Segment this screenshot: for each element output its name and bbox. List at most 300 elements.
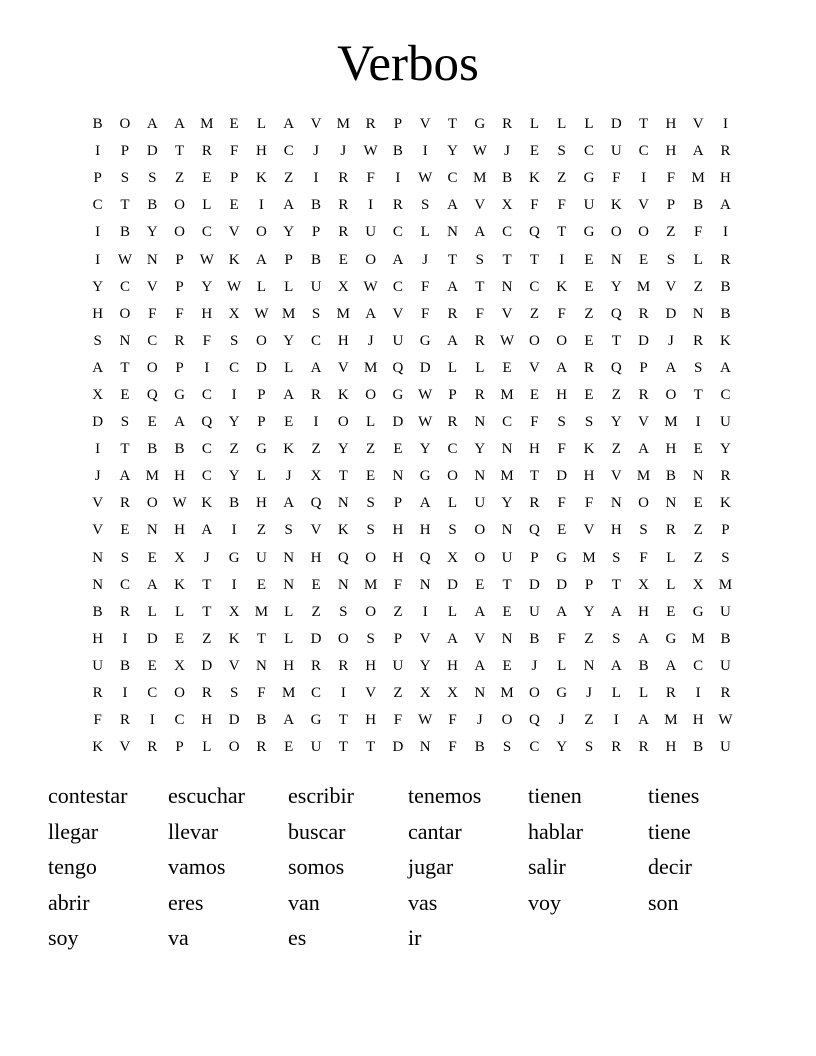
- grid-letter: P: [120, 143, 130, 160]
- word-item: abrir: [48, 889, 90, 915]
- grid-letter: P: [666, 197, 676, 214]
- grid-letter: V: [310, 522, 322, 539]
- grid-letter: V: [92, 522, 104, 539]
- grid-letter: V: [310, 116, 322, 133]
- grid-letter: G: [419, 332, 431, 349]
- grid-letter: P: [175, 739, 184, 756]
- grid-letter: P: [175, 359, 184, 376]
- grid-letter: G: [474, 116, 486, 133]
- grid-letter: K: [610, 197, 622, 214]
- grid-letter: K: [228, 251, 240, 268]
- grid-letter: B: [229, 495, 240, 512]
- grid-letter: L: [693, 251, 703, 268]
- grid-letter: O: [365, 603, 377, 620]
- grid-letter: D: [556, 468, 568, 485]
- grid-letter: Y: [501, 495, 513, 512]
- grid-letter: J: [586, 685, 592, 702]
- grid-letter: K: [583, 441, 595, 458]
- grid-letter: A: [720, 359, 731, 376]
- grid-letter: O: [501, 712, 513, 729]
- grid-letter: G: [583, 224, 595, 241]
- grid-letter: Y: [720, 441, 731, 458]
- grid-letter: R: [311, 386, 322, 403]
- grid-letter: S: [229, 685, 239, 702]
- grid-letter: T: [611, 576, 621, 593]
- grid-letter: V: [119, 739, 131, 756]
- grid-letter: O: [665, 386, 677, 403]
- grid-letter: E: [584, 278, 594, 295]
- letter-grid: [84, 111, 739, 761]
- grid-row: [84, 111, 739, 138]
- grid-letter: M: [500, 468, 514, 485]
- grid-letter: H: [392, 522, 404, 539]
- grid-letter: R: [256, 739, 267, 756]
- grid-letter: L: [639, 685, 649, 702]
- word-item: cantar: [408, 818, 462, 844]
- grid-letter: E: [584, 386, 594, 403]
- grid-letter: P: [393, 495, 403, 512]
- grid-letter: S: [502, 739, 512, 756]
- grid-letter: I: [149, 712, 155, 729]
- grid-letter: R: [474, 386, 485, 403]
- grid-letter: B: [92, 116, 103, 133]
- grid-letter: T: [120, 197, 130, 214]
- grid-letter: D: [392, 739, 404, 756]
- grid-letter: A: [447, 630, 458, 647]
- grid-letter: H: [720, 170, 731, 187]
- grid-letter: O: [146, 359, 158, 376]
- grid-letter: B: [147, 441, 158, 458]
- grid-letter: R: [474, 332, 485, 349]
- grid-letter: L: [284, 603, 294, 620]
- grid-letter: E: [366, 468, 376, 485]
- grid-letter: A: [638, 630, 649, 647]
- grid-letter: O: [146, 495, 158, 512]
- grid-letter: U: [720, 739, 731, 756]
- grid-letter: C: [311, 685, 322, 702]
- grid-letter: C: [447, 441, 458, 458]
- grid-letter: U: [365, 224, 377, 241]
- grid-letter: D: [528, 576, 540, 593]
- grid-letter: K: [92, 739, 104, 756]
- grid-letter: B: [529, 630, 540, 647]
- grid-letter: Z: [174, 170, 185, 187]
- grid-letter: V: [474, 197, 486, 214]
- grid-letter: F: [93, 712, 102, 729]
- grid-letter: R: [638, 739, 649, 756]
- grid-letter: Q: [337, 549, 349, 566]
- grid-row: [84, 274, 739, 301]
- grid-letter: Z: [311, 441, 321, 458]
- grid-letter: F: [229, 143, 239, 160]
- grid-letter: G: [419, 468, 431, 485]
- word-item: vas: [408, 889, 438, 915]
- grid-letter: B: [119, 657, 130, 674]
- grid-letter: R: [502, 116, 513, 133]
- grid-letter: I: [641, 170, 647, 187]
- word-item: vamos: [168, 854, 226, 879]
- grid-letter: A: [447, 332, 458, 349]
- grid-letter: R: [720, 685, 731, 702]
- grid-letter: R: [720, 251, 731, 268]
- grid-letter: E: [693, 495, 703, 512]
- grid-letter: I: [231, 576, 237, 593]
- grid-letter: L: [147, 603, 157, 620]
- grid-letter: U: [256, 549, 267, 566]
- grid-letter: F: [421, 305, 430, 322]
- grid-letter: S: [666, 251, 676, 268]
- grid-letter: V: [92, 495, 104, 512]
- grid-letter: H: [337, 332, 349, 349]
- grid-letter: V: [337, 359, 349, 376]
- grid-letter: S: [421, 197, 430, 214]
- grid-letter: O: [228, 739, 240, 756]
- grid-letter: I: [313, 170, 319, 187]
- grid-letter: M: [363, 576, 378, 593]
- grid-letter: W: [227, 278, 242, 295]
- grid-letter: B: [256, 712, 267, 729]
- grid-letter: I: [258, 197, 264, 214]
- grid-letter: Q: [201, 414, 213, 431]
- grid-letter: M: [473, 170, 487, 187]
- grid-letter: N: [119, 332, 131, 349]
- grid-letter: E: [147, 657, 157, 674]
- grid-letter: O: [528, 332, 540, 349]
- grid-row: [84, 436, 739, 463]
- grid-letter: I: [95, 224, 101, 241]
- grid-letter: O: [365, 251, 377, 268]
- grid-letter: B: [311, 251, 322, 268]
- word-item: tienes: [648, 783, 700, 808]
- grid-letter: W: [418, 170, 433, 187]
- grid-letter: R: [720, 468, 731, 485]
- grid-letter: R: [638, 386, 649, 403]
- grid-letter: R: [447, 305, 458, 322]
- grid-letter: O: [638, 224, 649, 241]
- grid-letter: K: [337, 386, 349, 403]
- grid-letter: I: [422, 603, 428, 620]
- grid-letter: B: [638, 657, 649, 674]
- grid-letter: N: [146, 251, 158, 268]
- grid-letter: U: [720, 603, 731, 620]
- grid-letter: J: [558, 712, 565, 729]
- grid-letter: H: [692, 712, 704, 729]
- grid-letter: I: [122, 685, 128, 702]
- grid-letter: A: [447, 278, 458, 295]
- grid-letter: A: [283, 386, 295, 403]
- grid-letter: V: [419, 116, 431, 133]
- grid-letter: H: [201, 712, 213, 729]
- grid-letter: N: [337, 495, 349, 512]
- grid-letter: F: [448, 712, 457, 729]
- grid-letter: A: [256, 251, 267, 268]
- grid-letter: Y: [610, 278, 622, 295]
- grid-letter: P: [311, 224, 321, 241]
- grid-letter: E: [693, 441, 703, 458]
- grid-row: [84, 192, 739, 219]
- grid-letter: M: [282, 685, 296, 702]
- grid-letter: H: [665, 143, 677, 160]
- grid-letter: P: [229, 170, 239, 187]
- grid-letter: Z: [693, 522, 703, 539]
- grid-letter: Y: [337, 441, 349, 458]
- grid-letter: E: [338, 251, 348, 268]
- grid-letter: B: [720, 630, 731, 647]
- grid-letter: H: [92, 305, 104, 322]
- grid-letter: B: [474, 739, 485, 756]
- grid-letter: L: [420, 224, 430, 241]
- grid-letter: H: [665, 116, 677, 133]
- grid-letter: L: [366, 414, 376, 431]
- grid-letter: L: [611, 685, 621, 702]
- grid-letter: S: [557, 414, 566, 431]
- grid-letter: J: [422, 251, 429, 268]
- grid-letter: T: [174, 143, 185, 160]
- grid-letter: N: [283, 576, 295, 593]
- grid-letter: E: [229, 197, 239, 214]
- grid-letter: S: [366, 630, 375, 647]
- word-item: llevar: [168, 818, 219, 844]
- grid-letter: F: [666, 170, 676, 187]
- grid-letter: I: [722, 116, 728, 133]
- grid-letter: Z: [611, 441, 621, 458]
- grid-letter: M: [691, 170, 705, 187]
- grid-letter: B: [174, 441, 185, 458]
- grid-letter: P: [721, 522, 730, 539]
- grid-letter: Q: [146, 386, 158, 403]
- grid-letter: T: [557, 224, 567, 241]
- grid-letter: X: [228, 305, 240, 322]
- grid-letter: L: [447, 495, 458, 512]
- grid-letter: F: [557, 630, 566, 647]
- grid-letter: N: [392, 468, 404, 485]
- grid-letter: E: [529, 386, 539, 403]
- grid-letter: Y: [92, 278, 104, 295]
- grid-letter: Z: [693, 278, 703, 295]
- grid-letter: H: [92, 630, 104, 647]
- grid-letter: G: [256, 441, 267, 458]
- grid-letter: W: [199, 251, 214, 268]
- grid-letter: F: [202, 332, 211, 349]
- grid-letter: M: [254, 603, 269, 620]
- grid-row: [84, 463, 739, 490]
- grid-letter: N: [474, 685, 486, 702]
- word-item: contestar: [48, 783, 128, 808]
- grid-letter: Z: [202, 630, 212, 647]
- grid-letter: Q: [528, 224, 540, 241]
- grid-letter: N: [419, 576, 431, 593]
- grid-letter: H: [556, 386, 568, 403]
- grid-letter: U: [474, 495, 486, 512]
- grid-letter: E: [147, 414, 157, 431]
- grid-letter: L: [447, 359, 458, 376]
- grid-letter: N: [692, 468, 704, 485]
- grid-letter: X: [174, 657, 185, 674]
- grid-letter: N: [610, 495, 622, 512]
- grid-letter: E: [557, 522, 567, 539]
- grid-row: [84, 409, 739, 436]
- grid-letter: E: [639, 251, 649, 268]
- grid-letter: I: [368, 197, 374, 214]
- grid-letter: Q: [310, 495, 322, 512]
- grid-letter: D: [146, 630, 158, 647]
- grid-letter: F: [612, 170, 621, 187]
- grid-letter: B: [720, 278, 731, 295]
- grid-letter: N: [447, 224, 458, 241]
- grid-letter: C: [583, 143, 594, 160]
- word-item: eres: [168, 889, 204, 915]
- grid-row: [84, 355, 739, 382]
- grid-letter: M: [336, 116, 350, 133]
- grid-letter: F: [421, 278, 430, 295]
- grid-letter: M: [636, 278, 651, 295]
- page-title: Verbos: [337, 36, 479, 92]
- grid-letter: A: [283, 712, 295, 729]
- grid-letter: B: [693, 197, 704, 214]
- grid-letter: P: [257, 386, 266, 403]
- grid-letter: D: [419, 359, 431, 376]
- grid-letter: K: [201, 495, 213, 512]
- grid-letter: C: [311, 332, 322, 349]
- grid-letter: Q: [610, 359, 622, 376]
- grid-letter: Z: [393, 603, 403, 620]
- grid-letter: C: [502, 414, 513, 431]
- grid-letter: R: [529, 495, 540, 512]
- grid-letter: N: [337, 576, 349, 593]
- grid-letter: K: [556, 278, 568, 295]
- grid-letter: R: [201, 143, 212, 160]
- grid-letter: V: [638, 414, 649, 431]
- word-item: decir: [648, 854, 692, 879]
- grid-letter: M: [145, 468, 159, 485]
- grid-letter: H: [310, 549, 322, 566]
- grid-letter: S: [120, 549, 130, 566]
- grid-row: [84, 490, 739, 517]
- grid-letter: E: [502, 603, 512, 620]
- grid-letter: F: [366, 170, 375, 187]
- grid-letter: S: [475, 251, 484, 268]
- grid-letter: Z: [311, 603, 321, 620]
- grid-letter: A: [638, 441, 649, 458]
- grid-letter: B: [502, 170, 513, 187]
- grid-letter: S: [612, 630, 621, 647]
- grid-letter: J: [476, 712, 483, 729]
- grid-letter: Q: [528, 712, 540, 729]
- grid-letter: D: [556, 576, 568, 593]
- grid-letter: H: [174, 522, 185, 539]
- grid-letter: Z: [366, 441, 376, 458]
- grid-letter: I: [695, 414, 701, 431]
- grid-letter: O: [256, 224, 267, 241]
- grid-letter: J: [504, 143, 511, 160]
- grid-letter: S: [557, 143, 566, 160]
- grid-letter: H: [283, 657, 295, 674]
- grid-letter: V: [638, 197, 649, 214]
- grid-letter: R: [720, 143, 731, 160]
- grid-row: [84, 599, 739, 626]
- grid-letter: I: [340, 685, 346, 702]
- grid-letter: M: [500, 685, 514, 702]
- grid-letter: L: [666, 576, 676, 593]
- grid-letter: V: [392, 305, 404, 322]
- grid-letter: L: [584, 116, 594, 133]
- grid-letter: X: [638, 576, 649, 593]
- grid-letter: V: [583, 522, 595, 539]
- grid-letter: E: [502, 657, 512, 674]
- grid-letter: T: [693, 386, 703, 403]
- grid-letter: L: [529, 116, 539, 133]
- grid-letter: V: [665, 278, 677, 295]
- grid-letter: B: [693, 739, 704, 756]
- grid-letter: A: [474, 657, 486, 674]
- grid-letter: T: [447, 251, 458, 268]
- grid-letter: Y: [610, 414, 622, 431]
- grid-letter: T: [202, 576, 212, 593]
- grid-letter: S: [148, 170, 157, 187]
- word-item: salir: [528, 854, 566, 879]
- grid-letter: N: [501, 630, 513, 647]
- grid-letter: G: [556, 685, 568, 702]
- grid-letter: R: [665, 522, 676, 539]
- grid-letter: J: [367, 332, 374, 349]
- grid-letter: A: [474, 603, 486, 620]
- grid-letter: X: [174, 549, 185, 566]
- grid-letter: N: [665, 495, 677, 512]
- grid-letter: O: [474, 549, 486, 566]
- grid-letter: C: [392, 278, 403, 295]
- grid-letter: C: [529, 278, 540, 295]
- grid-letter: D: [447, 576, 458, 593]
- grid-letter: V: [146, 278, 158, 295]
- grid-letter: G: [310, 712, 322, 729]
- grid-letter: R: [338, 224, 349, 241]
- grid-letter: R: [392, 197, 403, 214]
- grid-letter: N: [146, 522, 158, 539]
- grid-letter: E: [202, 170, 212, 187]
- grid-row: [84, 328, 739, 355]
- grid-letter: W: [472, 143, 487, 160]
- grid-letter: N: [610, 251, 622, 268]
- grid-letter: W: [418, 414, 433, 431]
- grid-letter: P: [393, 116, 403, 133]
- word-item: jugar: [408, 854, 454, 879]
- grid-letter: O: [337, 414, 349, 431]
- grid-letter: R: [201, 685, 212, 702]
- grid-letter: O: [365, 386, 377, 403]
- grid-letter: I: [422, 143, 428, 160]
- grid-letter: I: [95, 143, 101, 160]
- grid-letter: T: [502, 251, 512, 268]
- grid-letter: N: [474, 468, 486, 485]
- word-item: van: [288, 889, 320, 915]
- grid-letter: K: [528, 170, 540, 187]
- grid-letter: S: [366, 495, 375, 512]
- grid-letter: H: [365, 712, 377, 729]
- grid-letter: E: [475, 576, 485, 593]
- grid-letter: B: [392, 143, 403, 160]
- grid-letter: A: [310, 359, 322, 376]
- grid-letter: R: [338, 657, 349, 674]
- grid-letter: I: [613, 712, 619, 729]
- grid-letter: H: [665, 441, 677, 458]
- grid-letter: K: [720, 332, 731, 349]
- grid-letter: O: [256, 332, 267, 349]
- grid-letter: J: [94, 468, 101, 485]
- word-item: son: [648, 889, 679, 915]
- grid-letter: L: [447, 603, 458, 620]
- grid-letter: D: [638, 332, 649, 349]
- grid-letter: Z: [284, 170, 294, 187]
